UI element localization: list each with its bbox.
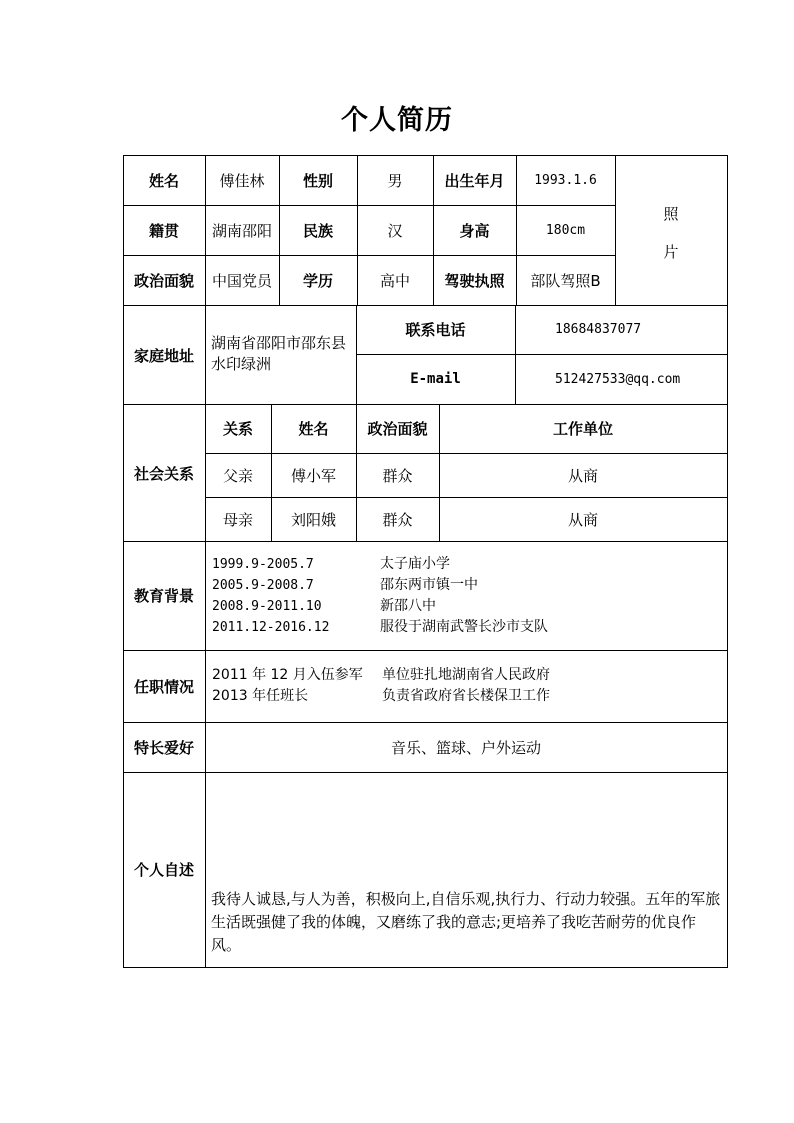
position-time: 2013 年任班长 xyxy=(212,688,309,704)
social-cell: 刘阳娥 xyxy=(290,510,336,529)
list-item xyxy=(212,596,722,617)
social-cell: 群众 xyxy=(382,510,413,529)
hobby-value: 音乐、篮球、户外运动 xyxy=(390,738,541,757)
social-cell: 母亲 xyxy=(222,510,253,529)
row-divider xyxy=(123,772,728,773)
list-item xyxy=(212,575,722,596)
resume-table xyxy=(123,155,728,968)
social-header-name: 姓名 xyxy=(298,420,329,438)
edu-school: 太子庙小学 xyxy=(380,556,450,572)
list-item xyxy=(212,686,722,707)
education-label: 学历 xyxy=(302,271,333,290)
origin-value: 湖南邵阳 xyxy=(211,221,272,240)
height-value: 180cm xyxy=(545,222,586,238)
education-value: 高中 xyxy=(379,271,410,290)
photo-placeholder xyxy=(615,183,727,283)
social-cell: 傅小军 xyxy=(290,466,336,485)
social-header-political: 政治面貌 xyxy=(367,420,428,438)
social-header-workplace: 工作单位 xyxy=(552,420,613,438)
social-cell: 父亲 xyxy=(222,466,253,485)
table-border-bottom xyxy=(123,967,728,968)
name-label: 姓名 xyxy=(148,171,179,190)
photo-label-2: 片 xyxy=(663,243,679,261)
ethnicity-value: 汉 xyxy=(387,221,403,240)
social-cell: 从商 xyxy=(567,466,598,485)
position-desc: 单位驻扎地湖南省人民政府 xyxy=(382,667,550,683)
social-label: 社会关系 xyxy=(133,464,194,483)
edu-period: 1999.9-2005.7 xyxy=(212,557,314,572)
email-label: E-mail xyxy=(410,371,461,387)
social-header-relation: 关系 xyxy=(222,420,253,438)
edu-period: 2008.9-2011.10 xyxy=(212,599,322,614)
self-intro-text: 我待人诚恳,与人为善，积极向上,自信乐观,执行力、行动力较强。五年的军旅生活既强健了我的体魄，又磨练了我的意志;更培养了我吃苦耐劳的优良作风。 xyxy=(211,890,721,954)
list-item xyxy=(212,617,722,638)
row-divider xyxy=(123,541,728,542)
license-value: 部队驾照B xyxy=(530,271,601,290)
photo-label-1: 照 xyxy=(663,205,679,223)
edu-school: 新邵八中 xyxy=(380,598,436,614)
name-value: 傅佳林 xyxy=(219,171,265,190)
political-value: 中国党员 xyxy=(211,271,272,290)
height-label: 身高 xyxy=(459,221,490,240)
position-time: 2011 年 12 月入伍参军 xyxy=(212,667,363,683)
positions-label: 任职情况 xyxy=(133,677,194,696)
edu-label: 教育背景 xyxy=(133,587,194,605)
position-desc: 负责省政府省长楼保卫工作 xyxy=(382,688,550,704)
political-label: 政治面貌 xyxy=(133,271,194,290)
phone-value: 18684837077 xyxy=(555,322,642,337)
list-item xyxy=(212,665,722,686)
social-cell: 群众 xyxy=(382,466,413,485)
row-divider xyxy=(123,650,728,651)
positions-list xyxy=(212,665,722,707)
edu-list xyxy=(212,554,722,638)
hobby-label: 特长爱好 xyxy=(133,738,194,757)
address-label: 家庭地址 xyxy=(133,346,194,365)
birth-value: 1993.1.6 xyxy=(534,172,597,188)
birth-label: 出生年月 xyxy=(444,171,505,190)
phone-label: 联系电话 xyxy=(405,321,466,339)
resume-title: 个人简历 xyxy=(341,105,453,136)
gender-value: 男 xyxy=(387,171,403,190)
edu-school: 邵东两市镇一中 xyxy=(380,577,478,593)
gender-label: 性别 xyxy=(302,171,333,190)
edu-period: 2011.12-2016.12 xyxy=(212,620,330,635)
edu-school: 服役于湖南武警长沙市支队 xyxy=(380,619,548,635)
col-divider xyxy=(205,305,206,405)
edu-period: 2005.9-2008.7 xyxy=(212,578,314,593)
address-value: 湖南省邵阳市邵东县水印绿洲 xyxy=(211,334,347,373)
list-item xyxy=(212,554,722,575)
table-border-right xyxy=(727,155,728,968)
ethnicity-label: 民族 xyxy=(302,221,333,240)
origin-label: 籍贯 xyxy=(148,221,179,240)
social-cell: 从商 xyxy=(567,510,598,529)
email-value: 512427533@qq.com xyxy=(555,371,681,387)
self-intro-label: 个人自述 xyxy=(133,861,194,879)
license-label: 驾驶执照 xyxy=(444,271,505,290)
